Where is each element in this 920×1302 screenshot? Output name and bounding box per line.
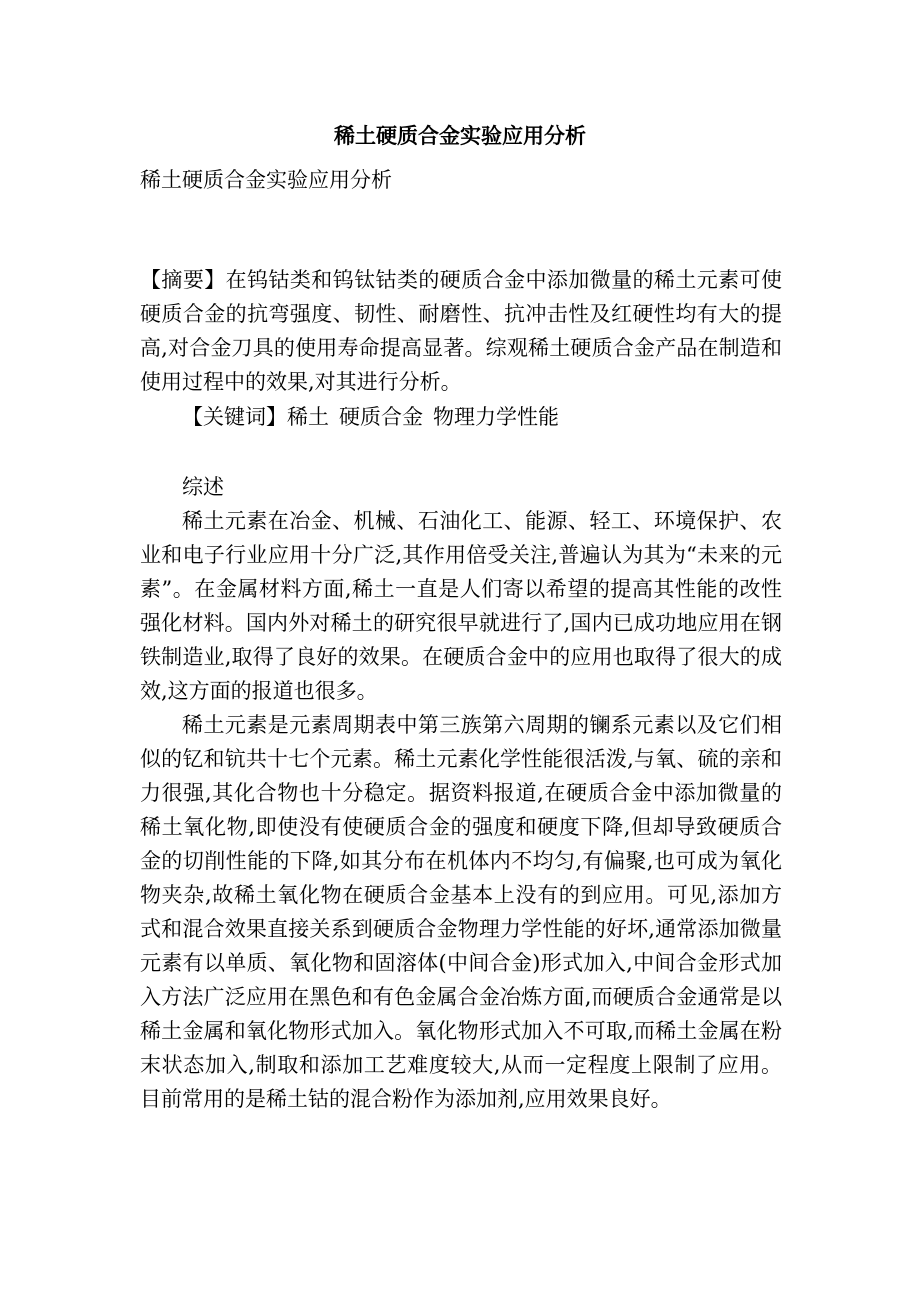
body-paragraph: 稀土元素是元素周期表中第三族第六周期的镧系元素以及它们相似的钇和钪共十七个元素。稀土元素化学性能很活泼,与氧、硫的亲和力很强,其化合物也十分稳定。据资料报道,在硬质合金中添加微量的稀土氧化物,即使没有使硬质合金的强度和硬度下降,但却导致硬质合金的切削性能的下降,如其分布在机体内不均匀,有偏聚,也可成为氧化物夹杂,故稀土氧化物在硬质合金基本上没有的到应用。可见,添加方式和混合效果直接关系到硬质合金物理力学性能的好坏,通常添加微量元素有以单质、氧化物和固溶体(中间合金)形式加入,中间合金形式加入方法广泛应用在黑色和有色金属合金冶炼方面,而硬质合金通常是以稀土金属和氧化物形式加入。氧化物形式加入不可取,而稀土金属在粉末状态加入,制取和添加工艺难度较大,从而一定程度上限制了应用。目前常用的是稀土钴的混合粉作为添加剂,应用效果良好。 [140, 713, 782, 1111]
keyword-term: 稀土 [287, 405, 329, 429]
abstract-paragraph [140, 263, 782, 399]
keywords-line [140, 400, 782, 434]
abstract-label: 【摘要】 [140, 268, 226, 292]
body-paragraph: 稀土元素在冶金、机械、石油化工、能源、轻工、环境保护、农业和电子行业应用十分广泛,其作用倍受关注,普遍认为其为“未来的元素”。在金属材料方面,稀土一直是人们寄以希望的提高其性能的改性强化材料。国内外对稀土的研究很早就进行了,国内已成功地应用在钢铁制造业,取得了良好的效果。在硬质合金中的应用也取得了很大的成效,这方面的报道也很多。 [140, 509, 782, 703]
abstract-text: 在钨钴类和钨钛钴类的硬质合金中添加微量的稀土元素可使硬质合金的抗弯强度、韧性、耐磨性、抗冲击性及红硬性均有大的提高,对合金刀具的使用寿命提高显著。综观稀土硬质合金产品在制造和使用过程中的效果,对其进行分析。 [140, 268, 782, 394]
section-heading: 综述 [182, 475, 224, 499]
document-subtitle: 稀土硬质合金实验应用分析 [140, 168, 392, 192]
keyword-term: 物理力学性能 [433, 405, 559, 429]
keywords-label: 【关键词】 [182, 405, 287, 429]
keyword-term: 硬质合金 [339, 405, 423, 429]
document-title: 稀土硬质合金实验应用分析 [334, 123, 586, 148]
